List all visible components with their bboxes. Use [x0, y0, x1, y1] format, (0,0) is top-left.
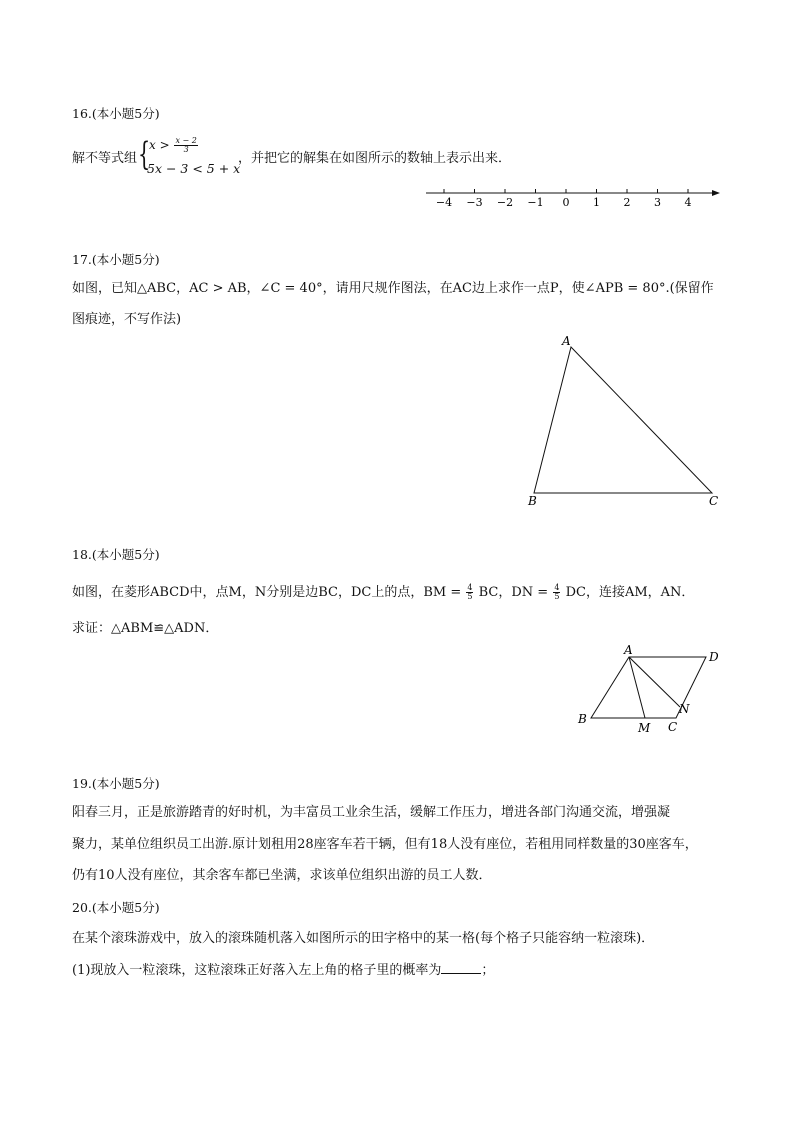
number-line-tick-label: 3: [654, 196, 661, 209]
inequality-system-brace: {: [138, 135, 151, 173]
number-line-tick-label: 0: [562, 196, 570, 209]
q18-header: 18.(本小题5分): [72, 547, 160, 562]
q19-header: 19.(本小题5分): [72, 776, 160, 791]
number-line-tick-label: 4: [684, 196, 692, 209]
label-a: A: [624, 643, 633, 657]
bm-fraction-denominator: 5: [467, 592, 473, 601]
q20-line2-part-b: ；: [481, 963, 495, 978]
label-c: C: [668, 720, 678, 734]
q18-line2: 求证：△ABM≌△ADN．: [72, 621, 219, 636]
q16-prefix: 解不等式组: [72, 151, 138, 166]
q18-line1-part-b: BC，DN =: [478, 585, 549, 600]
inequality-2: 5x − 3 < 5 + x: [147, 161, 241, 176]
segment-am: [629, 657, 645, 718]
q20-line1: 在某个滚珠游戏中，放入的滚珠随机落入如图所示的田字格中的某一格(每个格子只能容纳一粒滚珠)．: [72, 931, 655, 946]
inequality-1: [149, 137, 199, 154]
label-n: N: [679, 702, 690, 716]
dn-fraction-numerator: 4: [554, 583, 560, 592]
q19-line2: 聚力，某单位组织员工出游.原计划租用28座客车若干辆，但有18人没有座位，若租用同样数量的30座客车，: [72, 837, 698, 852]
q18-line1-part-c: DC，连接AM，AN．: [565, 585, 695, 600]
rhombus-abcd-figure: [570, 640, 730, 740]
q17-line1: 如图，已知△ABC，AC > AB，∠C = 40°，请用尺规作图法，在AC边上求作一点P，使∠APB = 80°.(保留作: [72, 281, 714, 296]
q20-line2: [72, 961, 494, 979]
q20-header: 20.(本小题5分): [72, 900, 160, 915]
q19-line1: 阳春三月，正是旅游踏青的好时机，为丰富员工业余生活，缓解工作压力，增进各部门沟通交流，增强凝: [72, 805, 671, 820]
inequality-1-lhs: x >: [149, 138, 170, 152]
number-line-tick-label: −3: [466, 196, 483, 209]
number-line-tick-label: −1: [527, 196, 544, 209]
number-line-tick-label: 1: [593, 196, 600, 209]
vertex-label-c: C: [709, 494, 719, 508]
triangle-abc: [534, 347, 712, 493]
q18-line1-part-a: 如图，在菱形ABCD中，点M，N分别是边BC，DC上的点，BM =: [72, 585, 462, 600]
q16-suffix: ，并把它的解集在如图所示的数轴上表示出来．: [238, 151, 512, 166]
q18-line1: [72, 584, 694, 601]
bm-fraction-numerator: 4: [467, 583, 473, 592]
label-d: D: [709, 650, 719, 664]
label-b: B: [578, 712, 587, 726]
answer-blank: [441, 961, 481, 974]
q19-line3: 仍有10人没有座位，其余客车都已坐满，求该单位组织出游的员工人数．: [72, 868, 492, 883]
vertex-label-b: B: [528, 494, 537, 508]
q16-header: 16.(本小题5分): [72, 106, 160, 121]
number-line-tick-label: 2: [623, 196, 631, 209]
number-line-tick-label: −4: [435, 196, 453, 209]
q20-line2-part-a: (1)现放入一粒滚珠，这粒滚珠正好落入左上角的格子里的概率为: [72, 963, 442, 978]
label-m: M: [638, 721, 651, 735]
segment-an: [629, 657, 680, 707]
inequality-1-numerator: x − 2: [175, 136, 197, 145]
q17-header: 17.(本小题5分): [72, 252, 160, 267]
number-line: [420, 180, 730, 210]
number-line-tick-label: −2: [496, 196, 514, 209]
dn-fraction-denominator: 5: [554, 592, 560, 601]
q17-line2: 图痕迹，不写作法): [72, 312, 182, 327]
inequality-1-denominator: 3: [183, 145, 189, 154]
triangle-abc-figure: [520, 330, 730, 515]
vertex-label-a: A: [562, 334, 571, 348]
